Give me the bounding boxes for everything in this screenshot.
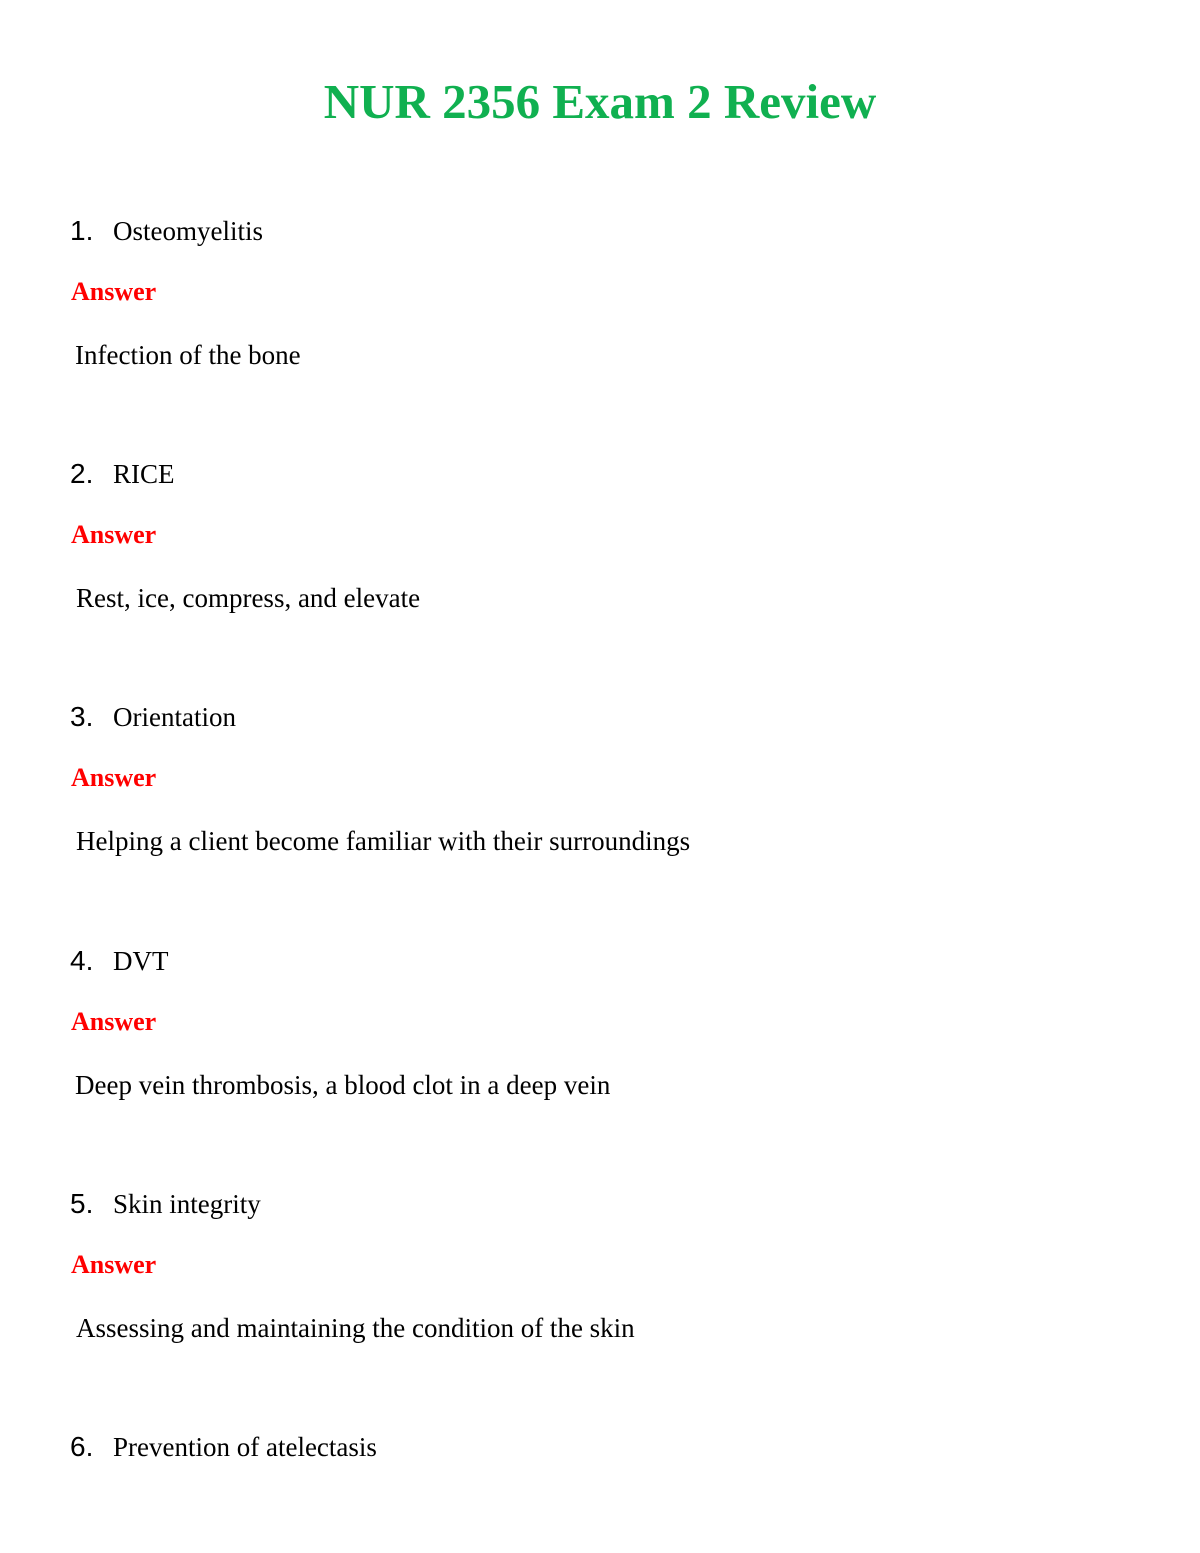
question-line bbox=[70, 944, 169, 978]
question-line bbox=[70, 457, 175, 491]
question-number: 6. bbox=[70, 1431, 94, 1462]
answer-text: Assessing and maintaining the condition of the skin bbox=[76, 1313, 635, 1343]
answer-text: Helping a client become familiar with their surroundings bbox=[76, 826, 691, 856]
question-text: DVT bbox=[113, 946, 169, 976]
answer-label: Answer bbox=[71, 520, 157, 549]
question-text: Orientation bbox=[113, 702, 236, 732]
answer-label: Answer bbox=[71, 277, 157, 306]
answer-label: Answer bbox=[71, 1250, 157, 1279]
question-line bbox=[70, 214, 263, 248]
question-text: Osteomyelitis bbox=[113, 216, 263, 246]
question-text: Skin integrity bbox=[113, 1189, 261, 1219]
answer-text: Rest, ice, compress, and elevate bbox=[76, 583, 421, 613]
answer-label: Answer bbox=[71, 1007, 157, 1036]
question-number: 2. bbox=[70, 458, 94, 489]
question-number: 3. bbox=[70, 701, 94, 732]
answer-text: Deep vein thrombosis, a blood clot in a deep vein bbox=[75, 1070, 611, 1100]
question-text: RICE bbox=[113, 459, 175, 489]
answer-text: Infection of the bone bbox=[75, 340, 301, 370]
document-title: NUR 2356 Exam 2 Review bbox=[323, 74, 877, 129]
question-number: 1. bbox=[70, 215, 94, 246]
question-number: 5. bbox=[70, 1188, 94, 1219]
question-line bbox=[70, 1187, 261, 1221]
answer-label: Answer bbox=[71, 763, 157, 792]
question-text: Prevention of atelectasis bbox=[113, 1432, 377, 1462]
question-line bbox=[70, 700, 236, 734]
question-line bbox=[70, 1430, 377, 1464]
question-number: 4. bbox=[70, 945, 94, 976]
